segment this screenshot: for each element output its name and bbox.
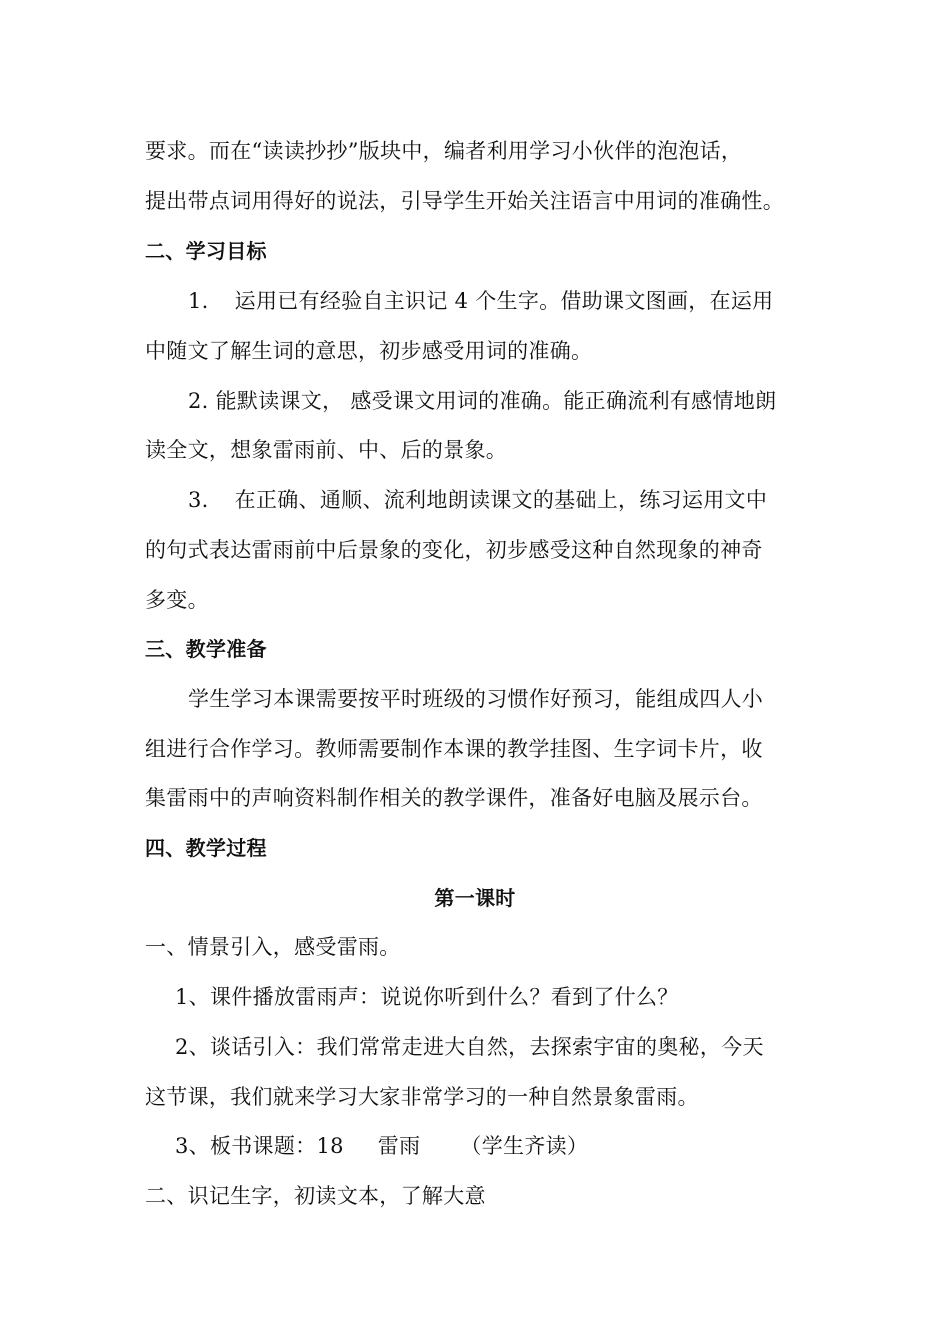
- preparation-line: 学生学习本课需要按平时班级的习惯作好预习，能组成四人小: [188, 687, 764, 711]
- goal-2-line: 读全文，想象雷雨前、中、后的景象。: [145, 438, 508, 462]
- paragraph-line: 要求。而在“读读抄抄”版块中，编者利用学习小伙伴的泡泡话，: [145, 139, 743, 163]
- goal-2-line: 2. 能默读课文， 感受课文用词的准确。能正确流利有感情地朗: [188, 389, 777, 413]
- paragraph-line: 提出带点词用得好的说法，引导学生开始关注语言中用词的准确性。: [145, 189, 784, 213]
- goal-1-line: 中随文了解生词的意思，初步感受用词的准确。: [145, 339, 593, 363]
- goal-3-text: 在正确、通顺、流利地朗读课文的基础上，练习运用文中: [234, 488, 768, 512]
- goal-1-text: 运用已有经验自主识记 4 个生字。借助课文图画，在运用: [234, 289, 774, 313]
- preparation-line: 组进行合作学习。教师需要制作本课的教学挂图、生字词卡片，收: [145, 737, 763, 761]
- section-heading-preparation: 三、教学准备: [145, 637, 267, 661]
- goal-3-line: [188, 485, 810, 515]
- step-item-part: （学生齐读）: [460, 1134, 589, 1158]
- lesson-title: 第一课时: [434, 886, 516, 910]
- goal-1-line: [188, 286, 810, 316]
- section-heading-goals: 二、学习目标: [145, 239, 267, 263]
- goal-1-number: 1.: [188, 289, 209, 313]
- step-item: [175, 1131, 810, 1161]
- goal-3-line: 的句式表达雷雨前中后景象的变化，初步感受这种自然现象的神奇: [145, 538, 763, 562]
- section-heading-process: 四、教学过程: [145, 836, 267, 860]
- goal-3-line: 多变。: [145, 588, 209, 612]
- step-heading: 一、情景引入，感受雷雨。: [145, 935, 401, 959]
- preparation-line: 集雷雨中的声响资料制作相关的教学课件，准备好电脑及展示台。: [145, 786, 763, 810]
- step-heading: 二、识记生字，初读文本，了解大意: [145, 1184, 486, 1208]
- step-item: 2、谈话引入：我们常常走进大自然，去探索宇宙的奥秘，今天: [175, 1035, 764, 1059]
- step-item: 这节课，我们就来学习大家非常学习的一种自然景象雷雨。: [145, 1085, 699, 1109]
- step-item-part: 雷雨: [377, 1134, 421, 1158]
- step-item: 1、课件播放雷雨声：说说你听到什么？看到了什么？: [175, 985, 679, 1009]
- step-item-part: 3、板书课题：18: [175, 1134, 344, 1158]
- goal-3-number: 3.: [188, 488, 209, 512]
